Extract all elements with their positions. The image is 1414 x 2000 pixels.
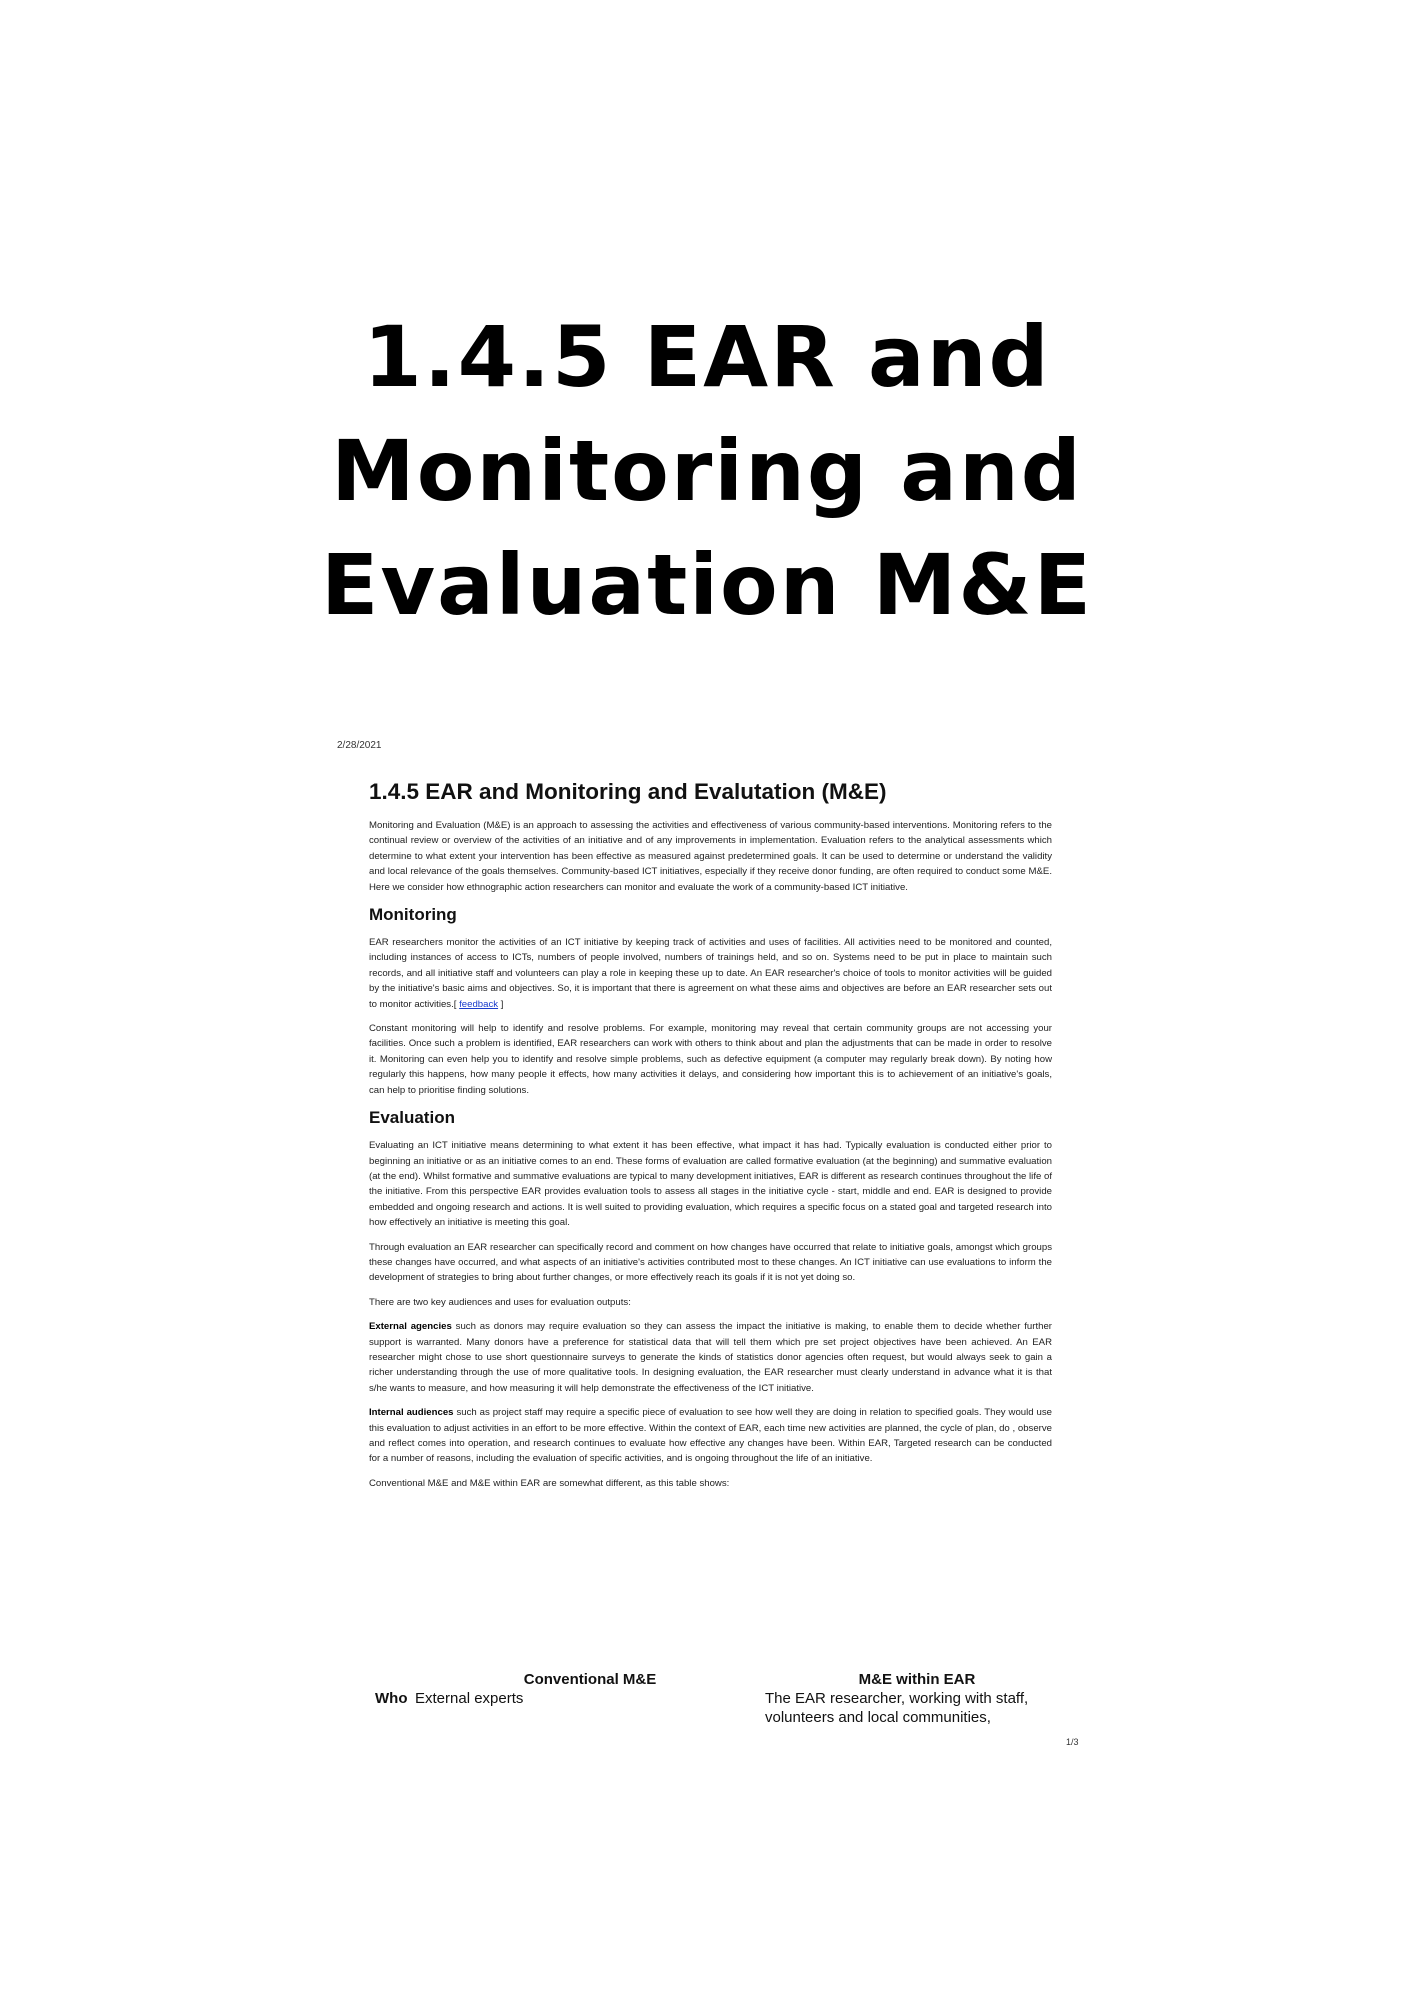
row-label-who: Who xyxy=(375,1690,408,1707)
table-row xyxy=(369,1689,1069,1727)
cover-title-line-1: 1.4.5 EAR and xyxy=(363,308,1051,406)
evaluation-paragraph-1: Evaluating an ICT initiative means determining to what extent it has been effective, what impact it has had. Typically evaluation is conducted either prior to beginning an initiative or as an initiative comes to an end. These forms of evaluation are called formative evaluation (at the beginning) and summative evaluation (at the end). Whilst formative and summative evaluations are typical to many development initiatives, EAR is different as research continues throughout the life of the initiative. From this perspective EAR provides evaluation tools to assess all stages in the initiative cycle - start, middle and end. EAR is designed to provide embedded and ongoing research and actions. It is well suited to providing evaluation, which requires a specific focus on a stated goal and targeted research into how effectively an initiative is meeting this goal. xyxy=(369,1140,1052,1229)
monitoring-paragraph-2: Constant monitoring will help to identify and resolve problems. For example, monitoring may reveal that certain community groups are not accessing your facilities. Once such a problem is identified, EAR researchers can work with others to think about and plan the adjustments that can be made in order to resolve it. Monitoring can even help you to identify and resolve simple problems, such as defective equipment (a computer may regularly break down). By noting how regularly this happens, how many people it effects, how many activities it delays, and considering how important this is to achievement of an initiative's goals, can help to prioritise finding solutions. xyxy=(369,1023,1052,1096)
comparison-table xyxy=(369,1670,1069,1727)
table-header-row xyxy=(369,1670,1069,1689)
external-agencies-paragraph xyxy=(369,1319,1052,1396)
cover-title-line-2: Monitoring and xyxy=(331,422,1083,520)
feedback-bracket-close: ] xyxy=(500,998,504,1010)
evaluation-paragraph-2: Through evaluation an EAR researcher can specifically record and comment on how changes have occurred that relate to initiative goals, amongst which groups these changes have occurred, and what aspects of an initiative's activities contributed most to these changes. An ICT initiative can use evaluations to inform the development of strategies to bring about further changes, or more effectively reach its goals if it is not yet doing so. xyxy=(369,1241,1052,1284)
external-agencies-label: External agencies xyxy=(369,1321,452,1333)
monitoring-paragraph-1-text: EAR researchers monitor the activities of an ICT initiative by keeping track of activities and uses of facilities. All activities need to be monitored and counted, including instances of access to ICTs, numbers of people involved, numbers of trainings held, and so on. Systems need to be put in place to maintain such records, and all initiative staff and volunteers can play a role in keeping these up to date. An EAR researcher's choice of tools to monitor activities will be guided by the initiative's basic aims and objectives. So, it is important that there is agreement on what these aims and objectives are before an EAR researcher sets out to monitor activities. xyxy=(369,937,1052,1010)
feedback-link[interactable]: feedback xyxy=(459,998,499,1010)
cover-title-line-3: Evaluation M&E xyxy=(320,536,1094,634)
page-number: 1/3 xyxy=(1066,1737,1079,1747)
monitoring-paragraph-1 xyxy=(369,935,1052,1012)
print-date: 2/28/2021 xyxy=(337,740,382,751)
table-intro: Conventional M&E and M&E within EAR are somewhat different, as this table shows: xyxy=(369,1477,730,1489)
cover-title xyxy=(0,300,1414,642)
external-agencies-text: such as donors may require evaluation so they can assess the impact the initiative is making, to enable them to decide whether further support is warranted. Many donors have a preference for statistical data that will tell them which pre set project objectives have been achieved. An EAR researcher might chose to use short questionnaire surveys to generate the kinds of statistics donor agencies often request, but would always seek to gain a richer understanding through the use of more qualitative tools. In designing evaluation, the EAR researcher must clearly understand in advance what it is that s/he wants to measure, and how measuring it will help demonstrate the effectiveness of the ICT initiative. xyxy=(369,1321,1052,1394)
evaluation-paragraph-3: There are two key audiences and uses for evaluation outputs: xyxy=(369,1296,631,1308)
monitoring-heading: Monitoring xyxy=(369,905,457,925)
document-page xyxy=(369,778,1052,1500)
internal-audiences-text: such as project staff may require a specific piece of evaluation to see how well they are doing in relation to specified goals. They would use this evaluation to adjust activities in an effort to be more effective. Within the context of EAR, each time new activities are planned, the cycle of plan, do , observe and reflect comes into operation, and research continues to evaluate how effective any changes have been. Within EAR, Targeted research can be conducted for a number of reasons, including the evaluation of specific activities, and is ongoing throughout the life of an initiative. xyxy=(369,1407,1052,1465)
cell-ear-who: The EAR researcher, working with staff, volunteers and local communities, xyxy=(765,1690,1029,1726)
feedback-bracket-open: [ xyxy=(453,998,457,1010)
column-header-conventional: Conventional M&E xyxy=(523,1671,657,1688)
cell-conventional-who: External experts xyxy=(415,1690,524,1707)
table-corner xyxy=(369,1670,415,1689)
evaluation-heading: Evaluation xyxy=(369,1108,455,1128)
internal-audiences-paragraph xyxy=(369,1405,1052,1467)
column-header-ear: M&E within EAR xyxy=(858,1671,976,1688)
intro-paragraph: Monitoring and Evaluation (M&E) is an approach to assessing the activities and effectiveness of various community-based interventions. Monitoring refers to the continual review or overview of the activities of an initiative and of any improvements in implementation. Evaluation refers to the analytical assessments which determine to what extent your intervention has been effective as measured against predetermined goals. It can be used to determine or understand the validity and local relevance of the goals themselves. Community-based ICT initiatives, especially if they receive donor funding, are often required to conduct some M&E. Here we consider how ethnographic action researchers can monitor and evaluate the work of a community-based ICT initiative. xyxy=(369,820,1052,893)
internal-audiences-label: Internal audiences xyxy=(369,1407,454,1419)
document-heading: 1.4.5 EAR and Monitoring and Evalutation (M&E) xyxy=(369,779,887,804)
